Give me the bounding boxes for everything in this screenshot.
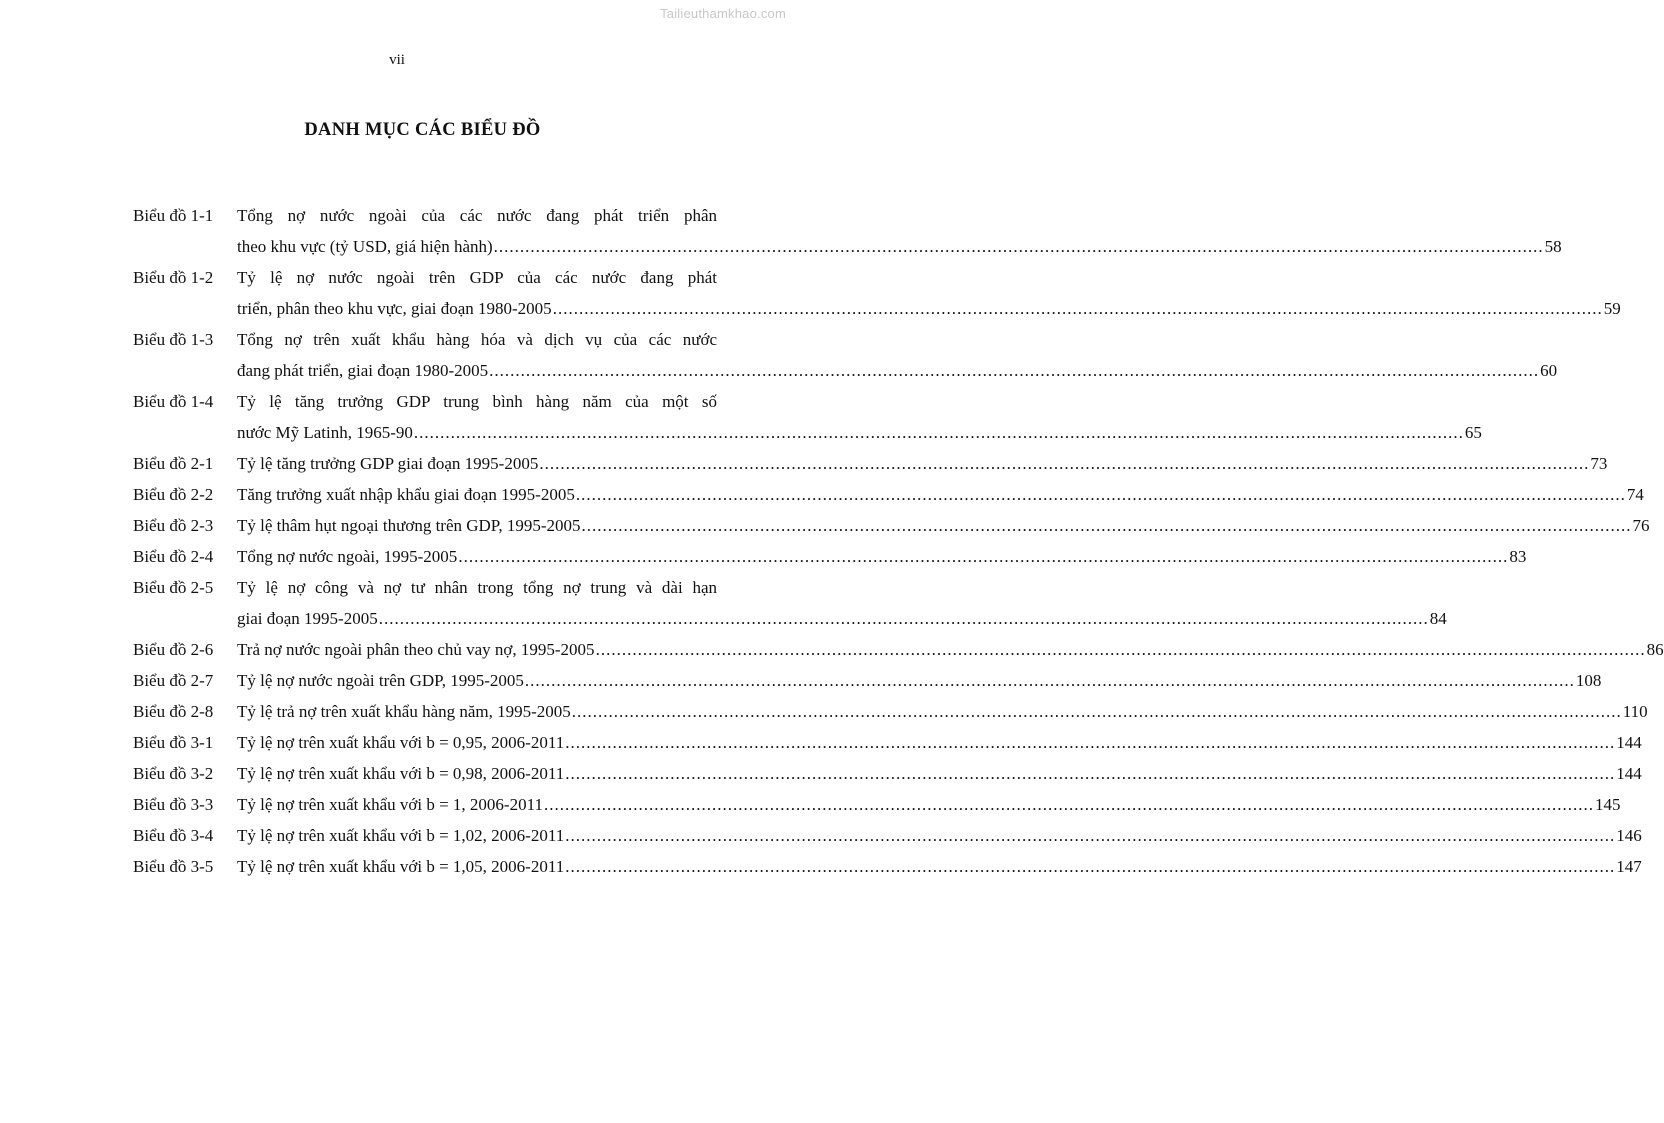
entry-leader-line: [237, 727, 1642, 758]
chart-list-entry[interactable]: [133, 820, 1642, 851]
chart-list-entry[interactable]: [133, 572, 1447, 634]
entry-leader-line: [237, 634, 1664, 665]
watermark: Tailieuthamkhao.com: [660, 6, 786, 21]
chart-list-entry[interactable]: [133, 727, 1642, 758]
entry-title-text: Tỷ lệ nợ trên xuất khẩu với b = 0,98, 2006-2011: [237, 764, 565, 783]
chart-list-entry[interactable]: [133, 634, 1664, 665]
entry-page-number: 144: [1616, 733, 1642, 752]
entry-page-number: 74: [1626, 485, 1644, 504]
entry-leader-line: [237, 789, 1621, 820]
dot-leader: ........................................................................................................................................................................................................: [575, 485, 1626, 504]
entry-label: Biểu đồ 1-3: [133, 330, 214, 349]
entry-leader-line: [237, 510, 1650, 541]
dot-leader: ........................................................................................................................................................................................................: [565, 826, 1616, 845]
entry-page-number: 58: [1544, 237, 1562, 256]
entry-title-text: Trả nợ nước ngoài phân theo chủ vay nợ, 1995-2005: [237, 640, 595, 659]
dot-leader: ........................................................................................................................................................................................................: [595, 640, 1646, 659]
dot-leader: ........................................................................................................................................................................................................: [413, 423, 1464, 442]
entry-page-number: 108: [1575, 671, 1602, 690]
entry-title-text: Tỷ lệ nợ trên xuất khẩu với b = 1,02, 2006-2011: [237, 826, 565, 845]
entry-leader-line: [237, 448, 1608, 479]
entry-leader-line: [237, 479, 1644, 510]
entry-page-number: 83: [1509, 547, 1527, 566]
entry-leader-line: [237, 293, 1621, 324]
entry-label: Biểu đồ 2-3: [133, 516, 214, 535]
entry-content: [237, 634, 1664, 665]
entry-title-text: theo khu vực (tỷ USD, giá hiện hành): [237, 237, 493, 256]
entry-title-text: nước Mỹ Latinh, 1965-90: [237, 423, 413, 442]
entry-label: Biểu đồ 2-6: [133, 640, 214, 659]
chart-list-entry[interactable]: [133, 479, 1644, 510]
entry-title-text: Tổng nợ nước ngoài, 1995-2005: [237, 547, 458, 566]
entry-content: [237, 324, 1558, 386]
entry-content: [237, 820, 1642, 851]
entry-label: Biểu đồ 2-5: [133, 578, 214, 597]
entry-leader-line: [237, 665, 1602, 696]
dot-leader: ........................................................................................................................................................................................................: [571, 702, 1622, 721]
entry-title-text: Tỷ lệ thâm hụt ngoại thương trên GDP, 1995-2005: [237, 516, 581, 535]
entry-leader-line: [237, 758, 1642, 789]
entry-content: [237, 479, 1644, 510]
entry-leader-line: [237, 820, 1642, 851]
dot-leader: ........................................................................................................................................................................................................: [565, 764, 1616, 783]
entry-label: Biểu đồ 3-1: [133, 733, 214, 752]
dot-leader: ........................................................................................................................................................................................................: [489, 361, 1540, 380]
chart-list-entry[interactable]: [133, 262, 1621, 324]
chart-list-entry[interactable]: [133, 386, 1482, 448]
entry-label: Biểu đồ 2-1: [133, 454, 214, 473]
dot-leader: ........................................................................................................................................................................................................: [552, 299, 1603, 318]
chart-list: [133, 200, 1664, 882]
entry-content: [237, 789, 1621, 820]
entry-content: [237, 262, 1621, 324]
entry-content: [237, 727, 1642, 758]
entry-leader-line: [237, 541, 1527, 572]
entry-page-number: 59: [1603, 299, 1621, 318]
entry-content: [237, 696, 1648, 727]
entry-label: Biểu đồ 1-2: [133, 268, 214, 287]
entry-title-text: giai đoạn 1995-2005: [237, 609, 378, 628]
dot-leader: ........................................................................................................................................................................................................: [565, 857, 1616, 876]
chart-list-entry[interactable]: [133, 789, 1621, 820]
entry-label: Biểu đồ 1-4: [133, 392, 214, 411]
entry-title-text: triển, phân theo khu vực, giai đoạn 1980-2005: [237, 299, 552, 318]
chart-list-entry[interactable]: [133, 696, 1648, 727]
entry-leader-line: [237, 355, 1558, 386]
entry-label: Biểu đồ 2-7: [133, 671, 214, 690]
entry-label: Biểu đồ 3-3: [133, 795, 214, 814]
page-title: DANH MỤC CÁC BIỂU ĐỒ: [304, 120, 541, 140]
entry-page-number: 84: [1429, 609, 1447, 628]
entry-page-number: 144: [1616, 764, 1642, 783]
entry-title-text: Tăng trưởng xuất nhập khẩu giai đoạn 1995-2005: [237, 485, 575, 504]
chart-list-entry[interactable]: [133, 200, 1562, 262]
entry-title-text: Tỷ lệ nợ nước ngoài trên GDP, 1995-2005: [237, 671, 524, 690]
entry-label: Biểu đồ 2-4: [133, 547, 214, 566]
entry-leader-line: [237, 851, 1642, 882]
entry-label: Biểu đồ 2-8: [133, 702, 214, 721]
entry-page-number: 73: [1590, 454, 1608, 473]
entry-page-number: 76: [1632, 516, 1650, 535]
entry-leader-line: [237, 231, 1562, 262]
entry-page-number: 146: [1616, 826, 1642, 845]
dot-leader: ........................................................................................................................................................................................................: [524, 671, 1575, 690]
chart-list-entry[interactable]: [133, 851, 1642, 882]
entry-content: [237, 851, 1642, 882]
entry-label: Biểu đồ 3-4: [133, 826, 214, 845]
dot-leader: ........................................................................................................................................................................................................: [378, 609, 1429, 628]
chart-list-entry[interactable]: [133, 324, 1558, 386]
dot-leader: ........................................................................................................................................................................................................: [565, 733, 1616, 752]
chart-list-entry[interactable]: [133, 665, 1602, 696]
entry-title-text: Tỷ lệ nợ trên xuất khẩu với b = 1, 2006-2011: [237, 795, 543, 814]
entry-leader-line: [237, 603, 1447, 634]
entry-page-number: 86: [1646, 640, 1664, 659]
entry-content: [237, 448, 1608, 479]
entry-leader-line: [237, 417, 1482, 448]
dot-leader: ........................................................................................................................................................................................................: [458, 547, 1509, 566]
entry-content: [237, 758, 1642, 789]
entry-title-line: Tổng nợ nước ngoài của các nước đang phát triển phân: [237, 206, 717, 225]
page-number: vii: [389, 52, 405, 68]
entry-title-line: Tổng nợ trên xuất khẩu hàng hóa và dịch vụ của các nước: [237, 330, 717, 349]
entry-content: [237, 541, 1527, 572]
entry-label: Biểu đồ 1-1: [133, 206, 214, 225]
dot-leader: ........................................................................................................................................................................................................: [581, 516, 1632, 535]
entry-page-number: 60: [1540, 361, 1558, 380]
entry-content: [237, 572, 1447, 634]
entry-title-line: Tỷ lệ tăng trưởng GDP trung bình hàng năm của một số: [237, 392, 717, 411]
entry-title-line: Tỷ lệ nợ công và nợ tư nhân trong tổng nợ trung và dài hạn: [237, 578, 717, 597]
entry-page-number: 65: [1464, 423, 1482, 442]
entry-leader-line: [237, 696, 1648, 727]
entry-title-text: đang phát triển, giai đoạn 1980-2005: [237, 361, 489, 380]
entry-content: [237, 200, 1562, 262]
entry-title-text: Tỷ lệ tăng trưởng GDP giai đoạn 1995-2005: [237, 454, 539, 473]
entry-page-number: 145: [1594, 795, 1621, 814]
entry-label: Biểu đồ 2-2: [133, 485, 214, 504]
chart-list-entry[interactable]: [133, 510, 1650, 541]
dot-leader: ........................................................................................................................................................................................................: [543, 795, 1594, 814]
dot-leader: ........................................................................................................................................................................................................: [493, 237, 1544, 256]
entry-title-text: Tỷ lệ nợ trên xuất khẩu với b = 1,05, 2006-2011: [237, 857, 565, 876]
entry-label: Biểu đồ 3-5: [133, 857, 214, 876]
entry-content: [237, 510, 1650, 541]
entry-title-text: Tỷ lệ nợ trên xuất khẩu với b = 0,95, 2006-2011: [237, 733, 565, 752]
entry-title-text: Tỷ lệ trả nợ trên xuất khẩu hàng năm, 1995-2005: [237, 702, 571, 721]
entry-title-line: Tỷ lệ nợ nước ngoài trên GDP của các nước đang phát: [237, 268, 717, 287]
entry-label: Biểu đồ 3-2: [133, 764, 214, 783]
entry-content: [237, 665, 1602, 696]
chart-list-entry[interactable]: [133, 448, 1608, 479]
chart-list-entry[interactable]: [133, 541, 1527, 572]
dot-leader: ........................................................................................................................................................................................................: [539, 454, 1590, 473]
entry-page-number: 147: [1616, 857, 1642, 876]
chart-list-entry[interactable]: [133, 758, 1642, 789]
entry-content: [237, 386, 1482, 448]
entry-page-number: 110: [1622, 702, 1648, 721]
